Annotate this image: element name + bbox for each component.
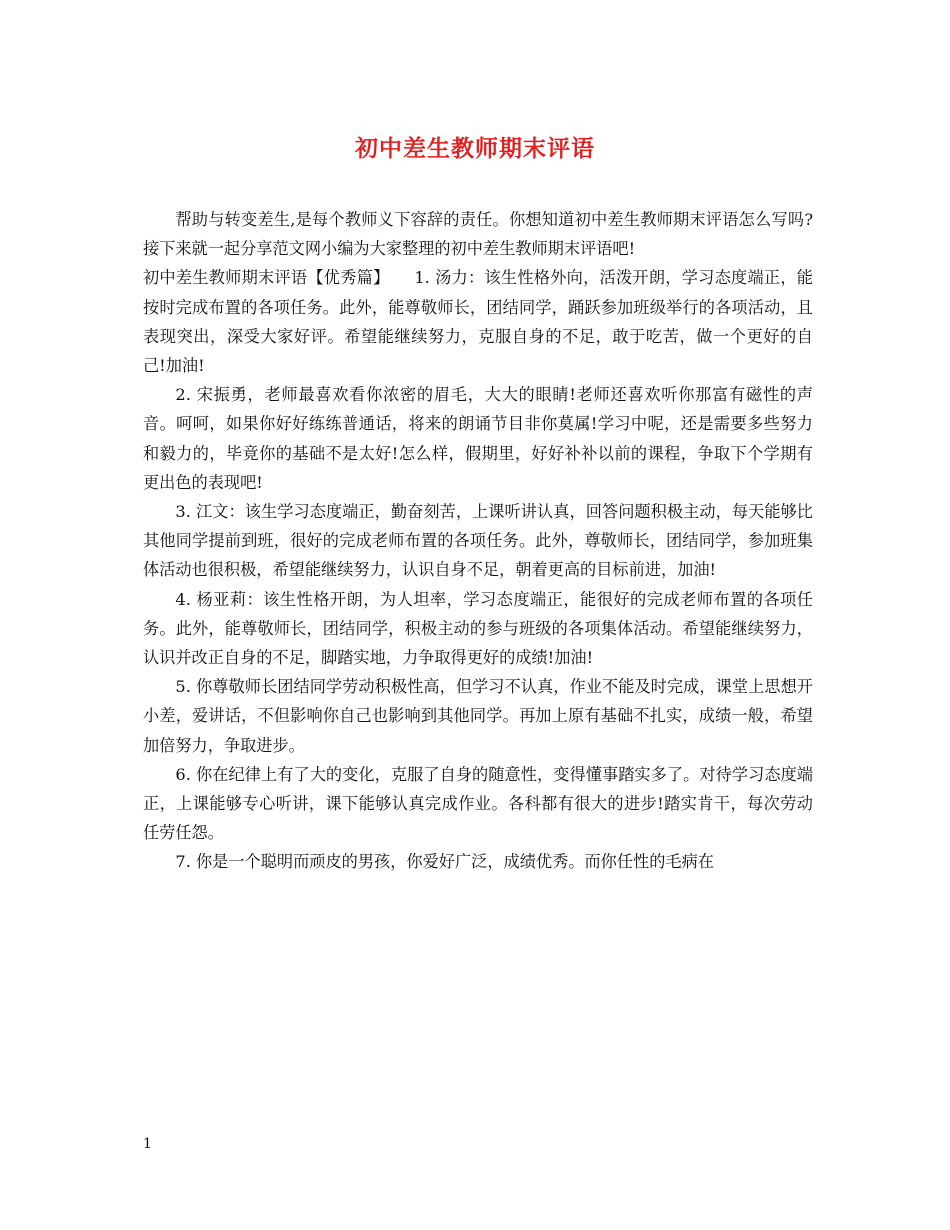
comment-paragraph-5: 5. 你尊敬师长团结同学劳动积极性高，但学习不认真，作业不能及时完成，课堂上思想开小差，爱讲话，不但影响你自己也影响到其他同学。再加上原有基础不扎实，成绩一般，希望加倍努力，争取进步。 [143, 677, 813, 755]
comment-paragraph-3: 3. 江文：该生学习态度端正，勤奋刻苦，上课听讲认真，回答问题积极主动，每天能够比其他同学提前到班，很好的完成老师布置的各项任务。此外，尊敬师长，团结同学，参加班集体活动也很积极，希望能继续努力，认识自身不足，朝着更高的目标前进，加油! [143, 502, 813, 580]
comment-paragraph-4: 4. 杨亚莉：该生性格开朗，为人坦率，学习态度端正，能很好的完成老师布置的各项任务。此外，能尊敬师长，团结同学，积极主动的参与班级的各项集体活动。希望能继续努力，认识并改正自身的不足，脚踏实地，力争取得更好的成绩!加油! [143, 589, 813, 668]
document-title: 初中差生教师期末评语 [355, 135, 595, 162]
comment-paragraph-6: 6. 你在纪律上有了大的变化，克服了自身的随意性，变得懂事踏实多了。对待学习态度端正，上课能够专心听讲，课下能够认真完成作业。各科都有很大的进步!踏实肯干，每次劳动任劳任怨。 [143, 764, 813, 843]
document-body [143, 205, 813, 877]
comment-paragraph-7: 7. 你是一个聪明而顽皮的男孩，你爱好广泛，成绩优秀。而你任性的毛病在 [175, 852, 714, 872]
comment-paragraph-2: 2. 宋振勇，老师最喜欢看你浓密的眉毛，大大的眼睛!老师还喜欢听你那富有磁性的声音。呵呵，如果你好好练练普通话，将来的朗诵节目非你莫属!学习中呢，还是需要多些努力和毅力的，毕竟你的基础不是太好!怎么样，假期里，好好补补以前的课程，争取下个学期有更出色的表现吧! [143, 385, 813, 492]
intro-paragraph: 帮助与转变差生,是每个教师义下容辞的责任。你想知道初中差生教师期末评语怎么写吗?接下来就一起分享范文网小编为大家整理的初中差生教师期末评语吧! [143, 210, 813, 259]
comment-paragraph-1: 初中差生教师期末评语【优秀篇】 1. 汤力：该生性格外向，活泼开朗，学习态度端正，能按时完成布置的各项任务。此外，能尊敬师长，团结同学，踊跃参加班级举行的各项活动，且表现突出，深受大家好评。希望能继续努力，克服自身的不足，敢于吃苦，做一个更好的自己!加油! [143, 268, 813, 376]
page-number: 1 [143, 1136, 152, 1152]
